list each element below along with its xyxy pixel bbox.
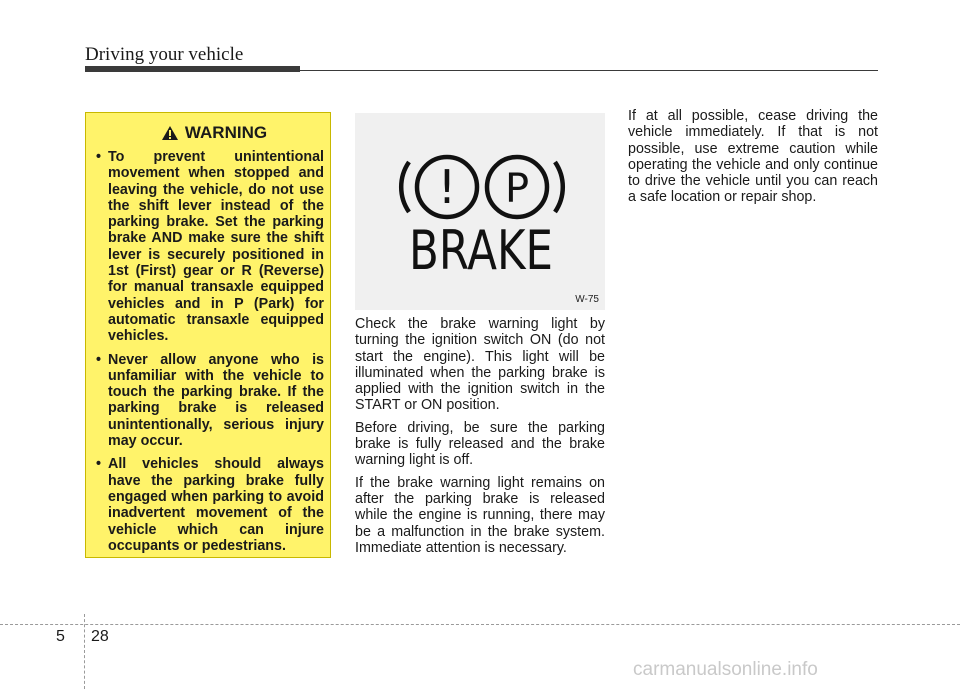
brake-warning-light-icon [355, 113, 605, 310]
brake-label: BRAKE [409, 219, 553, 282]
page-number: 28 [91, 628, 109, 645]
warning-item-text: All vehicles should always have the parking brake fully engaged when parking to avoid inadvertent movement of the vehicle which can injure occupants or pedestrians. [108, 456, 324, 554]
brake-warning-figure [355, 113, 605, 310]
bullet: • [96, 351, 102, 368]
bullet: • [96, 149, 102, 165]
warning-item [94, 456, 324, 554]
warning-item-text: To prevent unintentional movement when stopped and leaving the vehicle, do not use the shift lever instead of the parking brake. Set the parking brake AND make sure the shift lever is securely positioned in 1st (First) gear or R (Reverse) for manual transaxle equipped vehicles and in P (Park) for automatic transaxle equipped vehicles. [108, 149, 324, 345]
warning-item-text: Never allow anyone who is unfamiliar with the vehicle to touch the parking brake. If the parking brake is released unintentionally, serious injury may occur. [108, 351, 324, 450]
header-rule [300, 70, 878, 71]
body-column-right [628, 108, 878, 212]
footer-divider [84, 614, 85, 689]
exclamation-glyph: ! [437, 160, 457, 214]
warning-heading-text: WARNING [184, 123, 268, 142]
body-paragraph: If the brake warning light remains on after the parking brake is released while the engine is running, there may be a malfunction in the brake system. Immediate attention is necessary. [355, 474, 605, 556]
bullet: • [96, 456, 102, 473]
figure-code: W-75 [575, 294, 599, 305]
body-paragraph: Check the brake warning light by turning the ignition switch ON (do not start the engine). This light will be illuminated when the parking brake is applied with the ignition switch in the START or ON position. [355, 316, 605, 414]
parking-p-glyph: P [504, 166, 530, 212]
body-paragraph: Before driving, be sure the parking brake is fully released and the brake warning light is off. [355, 419, 605, 469]
body-column-middle [355, 316, 605, 562]
warning-box [85, 112, 331, 558]
warning-item [94, 352, 324, 450]
header-bar [85, 66, 300, 72]
chapter-number: 5 [56, 628, 65, 645]
warning-item [94, 149, 324, 345]
watermark: carmanualsonline.info [633, 659, 818, 680]
section-title: Driving your vehicle [85, 44, 244, 65]
warning-heading [104, 123, 324, 143]
footer-rule [0, 624, 960, 625]
body-paragraph: If at all possible, cease driving the vehicle immediately. If that is not possible, use extreme caution while operating the vehicle and only continue to drive the vehicle until you can reach a safe location or repair shop. [628, 108, 878, 206]
warning-triangle-icon [161, 125, 179, 141]
warning-list [94, 149, 324, 554]
